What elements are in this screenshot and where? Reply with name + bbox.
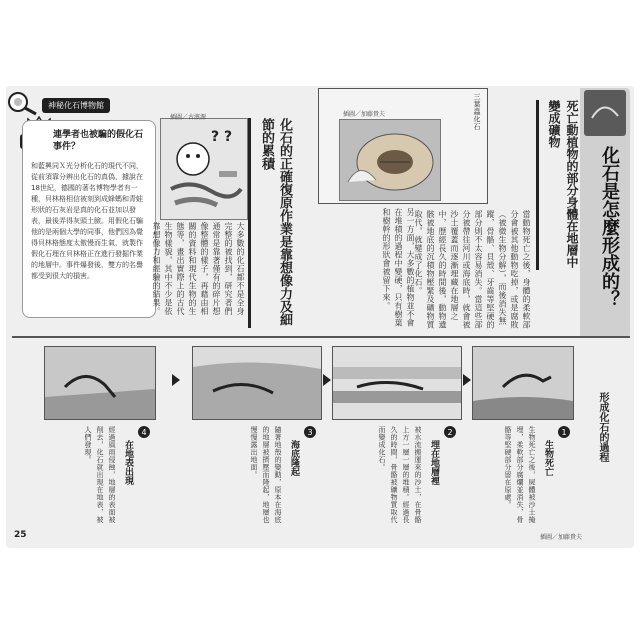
step3-number: 3 [304,426,316,438]
step3-title: 海底隆起 [289,440,299,476]
photo-note: 三葉蟲化石 [473,93,481,131]
step2-title: 埋在地層裡 [429,440,439,485]
brand-badge: 神秘化石博物館 [42,98,110,113]
step1-illustration [472,346,574,420]
step1-block [472,424,572,528]
section2-heading: 死亡動植物的部分身體在地層中變成礦物 [536,100,581,270]
step1-title: 生物死亡 [543,440,553,476]
step-arrow-3 [463,374,471,386]
step-arrow-1 [172,374,180,386]
section1-body: 大多數的化石都不是全身完整的被找到，研究者們通常是靠著僅有的碎片想像整體的樣子，再藉由相關的資料和現代生物的生態等，畫出實際上的古代生物樣貌，其中不少是依靠想像力和經驗的結果。 [152,222,245,316]
step1-text: 生物死亡之後，屍體被沙土掩埋，柔軟部分腐爛並消失，骨骼等堅硬部分留在原處。 [504,426,536,524]
svg-text:? ?: ? ? [211,129,233,145]
section1-heading: 化石的正確復原作業是靠想像力及細節的累積 [248,118,293,328]
step4-number: 4 [138,426,150,438]
step3-illustration [192,346,322,420]
page-number: 25 [14,530,27,540]
step4-title: 在地表出現 [123,440,133,485]
page-title: 化石是怎麼形成的？ [599,146,620,308]
step4-illustration [44,346,156,420]
step4-text: 經過風雨侵蝕，地層的表面被削去，化石就出現在地表，被人們發現。 [84,426,116,524]
trilobite-photo [339,119,441,201]
section-divider [12,336,630,338]
question-title: 連學者也被騙的假化石事件？ [53,130,144,152]
step3-block [192,424,320,528]
cartoon-illustration [160,118,248,220]
section2-body-part2: 另一方面，大多數的植物並不會在堆積的過程中變硬，只有樹葉和樹幹的形狀會被留下來。 [382,208,415,327]
title-column [580,88,630,338]
step2-number: 2 [444,426,456,438]
step3-text: 隨著地殼的變動，原本在海底的地層被擠壓而隆起，地層也慢慢露出地面。 [250,426,282,524]
step-arrow-2 [323,374,331,386]
step2-text: 被水流搬運來的沙土，在骨骼上方一層一層的堆積。經過長久的時間，骨骼被礦物質取代而變成化石。 [378,426,422,524]
section2-caption: 插圖／加藤貴夫 [343,111,386,118]
question-card [22,120,156,318]
fossil-emblem-icon [582,88,628,138]
step2-block [332,424,460,528]
step2-illustration [332,346,462,420]
process-caption: 插圖／加藤貴夫 [540,534,583,541]
magnifier-icon [6,90,40,116]
section1-caption: 插圖／古濱源 [170,114,207,121]
question-body: 和藍興同Ｘ光分析化石的現代不同，從前須靠分辨出化石的真偽，據說在18世紀，德國的著名博物學者有一種，貝林格相信被刻到成蜂螞和青蛙形狀的石灰岩是真的化石並加以發表，最後弄得灰頭土臉。用假化石騙他的是兩個大學的同事，他們因為覺得貝林格態度太傲慢而生氣，就製作假化石埋在貝林格正在進行發掘作業的地層中。事件爆發後，雙方的名譽都受到很大的損害。 [31,162,143,280]
fossil-photo-frame [318,88,488,204]
step1-number: 1 [558,426,570,438]
step4-block [44,424,154,528]
process-title: 形成化石的過程 [597,392,608,462]
section2-body-part1: 當動物死亡之後，身體的柔軟部分會被其他動物吃掉，或是腐敗（被微生物分解），而後消失無蹤，骨骼、貝殼、牙齒等堅硬的部分則不太容易消失。當這些部分被帶往河川或海底時，就會被沙土覆蓋而逐漸埋藏在地層之中，歷經長久的時間後，動物遺骸被地底的沉積物壓緊及礦物質取代，就變成了化石。 [414,210,531,329]
